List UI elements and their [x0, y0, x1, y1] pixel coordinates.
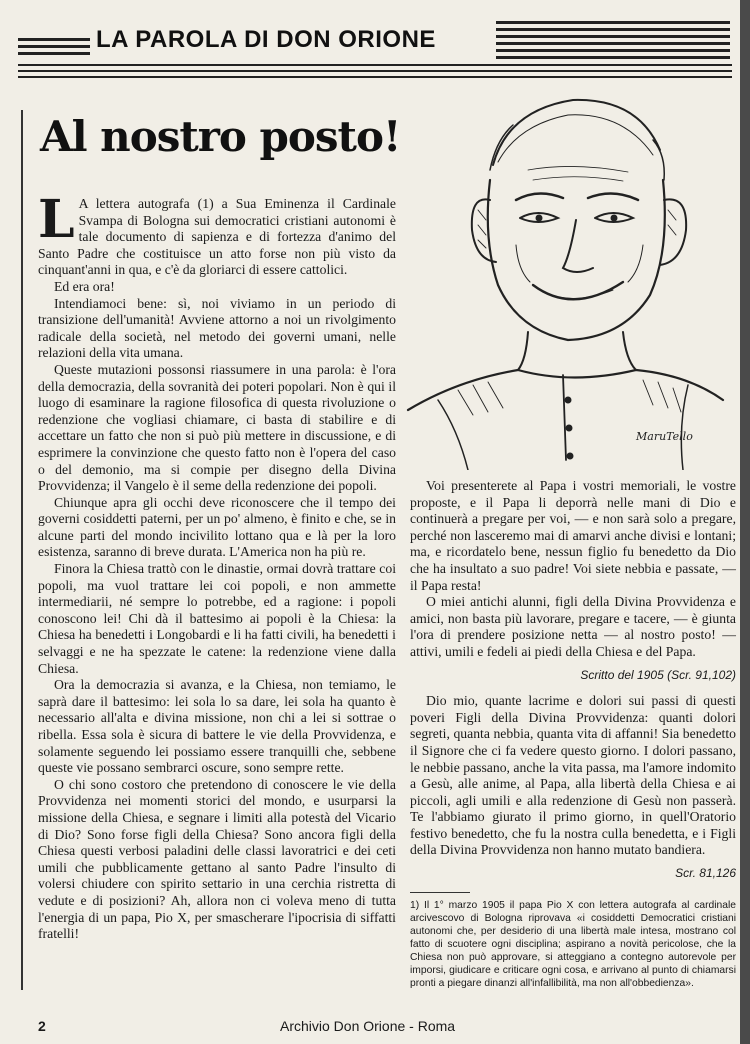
paragraph: Intendiamoci bene: sì, noi viviamo in un periodo di transizione dell'umanità! Avviene attorno a noi un rivolgimento radicale della società, nel metodo dei governi umani, nelle relazioni della vita umana.: [38, 295, 396, 361]
paragraph: L A lettera autografa (1) a Sua Eminenza il Cardinale Svampa di Bologna sui democratici cristiani autonomi è tale documento di sapienza e di fortezza d'animo del Santo Padre che costituisce un atto forse non più visto da cinquant'anni in qua, e c'è da gloriarci di essere cattolici.: [38, 189, 396, 278]
paragraph: Ed era ora!: [54, 278, 115, 294]
citation: Scritto del 1905 (Scr. 91,102): [580, 667, 736, 682]
paragraph: Ora la democrazia si avanza, e la Chiesa, non temiamo, le saprà dare il battesimo: lei sola lo sa dare, lei sola ha quanto è necessario all'alta e divina missione, non chi a lei si sottrae o ribella. Essa sola è sicura di battere le vie della Provvidenza, e solamente seguendo lei possiamo essere tranquilli che, sebbene queste vie possano sembrarci oscure, sono sempre rette.: [38, 677, 396, 776]
portrait-illustration: [398, 70, 728, 470]
footnote: 1) Il 1° marzo 1905 il papa Pio X con lettera autografa al cardinale arcivescovo di Bologna riprovava «i cosiddetti Democratici cristiani autonomi che, per desiderio di una libertà male intesa, mostrano col fatto di scuotere ogni disciplina; aspirano a novità pericolose, che la Chiesa non può approvare, si atteggiano a contegno autorevole per imporsi, giudicare e criticare ogni cosa, e arrivano al punto di chiamarsi pronti a piegare dinanzi all'infallibilità, ma non all'obbedienza».: [410, 899, 736, 989]
paragraph: Dio mio, quante lacrime e dolori sui passi di questi poveri Figli della Divina Provvidenza: quanti dolori segreti, quanta nebbia, quanta vita di affanni! Sia benedetto il Signore che ci fa vedere questo giorno. I dolori passano, le nebbie passano, anche la vita passa, ma l'amore indomito a Gesù, alle anime, al Papa, alla libertà della Chiesa e ai piccoli, agli umili e alla redenzione di Gesù non passerà. Te l'abbiamo giurato il primo giorno, in quell'Oratorio festivo benedetto, che fu la nostra culla benedetta, e i Figli della Divina Provvidenza non hanno mutato bandiera.: [410, 693, 736, 858]
archive-caption: Archivio Don Orione - Roma: [280, 1018, 456, 1034]
footnote-divider: [410, 892, 470, 893]
drop-cap: L: [38, 189, 75, 250]
section-title: LA PAROLA DI DON ORIONE: [96, 26, 436, 53]
column-rule: [21, 110, 23, 990]
article-headline: Al nostro posto!: [40, 112, 401, 161]
paragraph: O miei antichi alunni, figli della Divina Provvidenza e amici, non basta più lavorare, pregare e tacere, — è giunta l'ora di prendere posizione netta — al nostro posto! — attivi, umili e fedeli ai piedi della Chiesa e del Papa.: [410, 594, 736, 659]
scan-edge: [740, 0, 750, 1044]
paragraph: Voi presenterete al Papa i vostri memoriali, le vostre proposte, e il Papa li deporrà nelle mani di Dio e continuerà a pregare per voi, — e non sarà solo a pregare, perché non lasceremo mai di amarvi anche divisi e lontani; ma, e ricordatelo bene, nessun figlio fu benedetto da Dio che ha insultato a suo padre! Voi siete nebbia e passate, — il Papa resta!: [410, 478, 736, 593]
header-stripes-right: [496, 21, 730, 63]
paragraph: Finora la Chiesa trattò con le dinastie, ormai dovrà trattare coi popoli, ma vuol trattare lei coi popoli, e non ammette intermediarii, né sempre lo potrebbe, ed a ragione: i popoli conoscono lei! Chi dà il battesimo ai popoli è la Chiesa: la Chiesa ha benedetti i Longobardi e li ha fatti civili, ha benedetti i selvaggi e ne ha spezzate le catene: la redenzione viene dalla Chiesa.: [38, 561, 396, 676]
artist-signature: MaruTello: [636, 430, 693, 443]
paragraph: O chi sono costoro che pretendono di conoscere le vie della Provvidenza nei momenti storici del mondo, e usurparsi la missione della Chiesa, e segnare i limiti alla potestà del Vicario di Dio? Sono forse figli della Chiesa? Sono ancora figli della Chiesa questi verbosi paladini delle classi lavoratrici e dei ceti umili che pubblicamente gettano al santo Padre l'insulto di volersi chiudere con spirito settario in una cerchia ristretta di vedute e di posizioni? Ah, allora non ci voleva meno di tutta l'energia di un papa, Pio X, per smascherare l'ipocrisia di siffatti fratelli!: [38, 776, 396, 942]
page-number: 2: [38, 1018, 46, 1034]
header-stripes-left: [18, 38, 90, 59]
citation: Scr. 81,126: [675, 866, 736, 881]
paragraph: Queste mutazioni possonsi riassumere in una parola: è l'ora della democrazia, della sovranità dei poteri popolari. Non è qui il luogo di esaminare la ragione filosofica di questa rivoluzione o redenzione che vogliasi chiamare, ci basta di stabilire e di accettare un fatto che non si può più mettere in discussione, e di esprimere la convinzione che questo fatto non è l'opera del caso o del demonio, ma si compie per disegno della Divina Provvidenza; il Vangelo è il seme della redenzione dei popoli.: [38, 361, 396, 494]
paragraph: Chiunque apra gli occhi deve riconoscere che il tempo dei governi cosiddetti paterni, per un po' almeno, è finito e che, se in alcune parti del mondo incivilito lottano qua e là per la loro esistenza, saranno di breve durata. L'America non ha più re.: [38, 494, 396, 560]
left-column: [38, 189, 396, 943]
right-column: [410, 478, 736, 990]
